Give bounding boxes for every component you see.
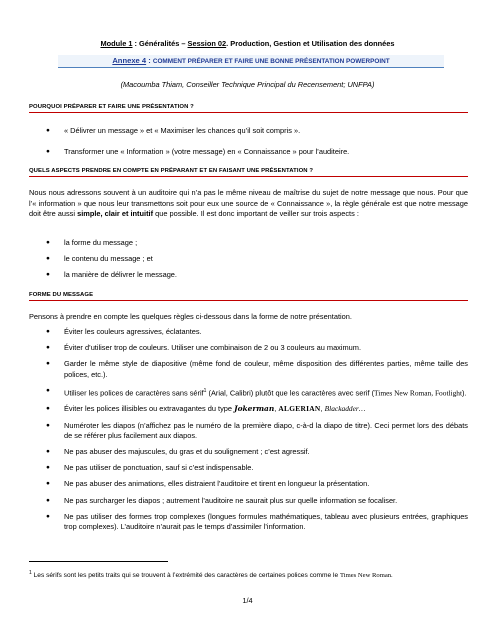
algerian-sample: ALGERIAN xyxy=(278,404,321,414)
list-item xyxy=(46,251,468,267)
bullet-icon: ● xyxy=(46,127,50,134)
section-2-bullets xyxy=(46,235,468,282)
list-item-text: Transformer une « Information » (votre message) en « Connaissance » pour l’auditeire. xyxy=(64,146,350,156)
list-item xyxy=(46,512,468,533)
bullet-icon: ● xyxy=(46,344,50,352)
list-item-text: Garder le même style de diapositive (même fond de couleur, même disposition des différentes parties, même taille des polices, etc.). xyxy=(64,359,468,379)
list-item-text: la forme du message ; xyxy=(64,238,138,247)
section-heading-pourquoi: POURQUOI PRÉPARER ET FAIRE UNE PRÉSENTATION ? xyxy=(29,104,468,113)
list-item xyxy=(46,267,468,283)
list-item-text: , xyxy=(320,404,325,414)
list-item-text: Ne pas abuser des animations, elles distraient l’auditoire et tirent en longueur la présentation. xyxy=(64,479,370,489)
list-item xyxy=(46,421,468,442)
bullet-icon: ● xyxy=(46,386,50,394)
paragraph-text-end: que possible. Il est donc important de veiller sur trois aspects : xyxy=(153,209,359,219)
list-item-text: Ne pas abuser des majuscules, du gras et du soulignement ; c’est agressif. xyxy=(64,447,310,457)
paragraph-text: Nous nous adressons souvent à un auditoire qui n’a pas le même niveau de maîtrise du sujet de notre message que nous. Pour que l’« information » que nous leur transmettons soit pour eux une source de « Connaissance », la règle générale est que notre message doit être aussi xyxy=(29,188,468,219)
list-item-text: Utiliser les polices de caractères sans sérif xyxy=(64,388,204,398)
serif-font-sample: Times New Roman, Footlight xyxy=(374,388,463,398)
list-item xyxy=(46,447,468,458)
annex-title-bar xyxy=(58,55,444,68)
section-1-bullets xyxy=(46,126,468,157)
list-item-text: le contenu du message ; et xyxy=(64,253,153,263)
list-item xyxy=(46,386,468,399)
list-item-text: « Délivrer un message » et « Maximiser les chances qu’il soit compris ». xyxy=(64,126,301,135)
bullet-icon: ● xyxy=(46,464,50,472)
header-module: Module 1 xyxy=(100,39,133,48)
list-item xyxy=(46,479,468,490)
list-item xyxy=(46,235,468,251)
list-item-text: ) plutôt que les caractères avec serif ( xyxy=(250,388,375,398)
list-item-text: Éviter les polices illisibles ou extravagantes du type xyxy=(64,404,235,414)
bullet-icon: ● xyxy=(46,147,50,155)
paragraph-bold-text: simple, clair et intuitif xyxy=(77,209,154,219)
bullet-icon: ● xyxy=(46,496,50,504)
jokerman-sample: Jokerman xyxy=(234,404,275,414)
section-heading-aspects: QUELS ASPECTS PRENDRE EN COMPTE EN PRÉPARANT ET EN FAISANT UNE PRÉSENTATION ? xyxy=(29,168,468,177)
header-session: Session 02 xyxy=(187,39,227,48)
bullet-icon: ● xyxy=(46,512,50,520)
bullet-icon: ● xyxy=(46,405,50,413)
footnote-mark: 1 xyxy=(29,570,32,576)
list-item xyxy=(46,147,468,158)
list-item xyxy=(46,404,468,415)
bullet-icon: ● xyxy=(46,421,50,429)
list-item-text: Éviter d’utiliser trop de couleurs. Utiliser une combinaison de 2 ou 3 couleurs au maximum. xyxy=(64,343,361,353)
list-item xyxy=(46,463,468,474)
page-number: 1/4 xyxy=(242,596,253,605)
footnote-separator xyxy=(29,561,168,562)
section-2-paragraph xyxy=(29,188,468,220)
annex-title: COMMENT PRÉPARER ET FAIRE UNE BONNE PRÉSENTATION POWERPOINT xyxy=(152,58,390,65)
section-3-bullets xyxy=(46,327,468,533)
list-item xyxy=(46,126,468,137)
header-rest: . Production, Gestion et Utilisation des données xyxy=(226,39,395,48)
section-3-intro: Pensons à prendre en compte les quelques règles ci-dessous dans la forme de notre présentation. xyxy=(29,312,352,321)
list-item-text: , xyxy=(274,404,279,414)
list-item xyxy=(46,359,468,380)
list-item xyxy=(46,327,468,338)
footnote-reference: 1 xyxy=(203,387,207,394)
list-item-text: Ne pas utiliser de ponctuation, sauf si c’est indispensable. xyxy=(64,463,254,473)
footnote xyxy=(29,568,468,581)
list-item xyxy=(46,343,468,354)
bullet-icon: ● xyxy=(46,328,50,335)
annex-label: Annexe 4 xyxy=(112,56,147,65)
list-item-text: (Arial, xyxy=(206,388,230,398)
list-item xyxy=(46,496,468,507)
bullet-icon: ● xyxy=(46,360,50,368)
header-separator: : Généralités – xyxy=(132,39,188,48)
footnote-text: Les sérifs sont les petits traits qui se trouvent à l’extrémité des caractères de certaines polices comme le xyxy=(31,572,340,580)
footnote-serif-example: Times New Roman. xyxy=(340,572,393,580)
blackadder-sample: Blackadder… xyxy=(324,404,366,414)
list-item-text: Éviter les couleurs agressives, éclatantes. xyxy=(64,327,202,336)
section-heading-forme: FORME DU MESSAGE xyxy=(29,292,468,301)
author-line: (Macoumba Thiam, Conseiller Technique Principal du Recensement; UNFPA) xyxy=(120,80,375,89)
bullet-icon: ● xyxy=(46,270,50,278)
list-item-text: la manière de délivrer le message. xyxy=(64,269,177,279)
list-item-text: ). xyxy=(462,388,467,398)
bullet-icon: ● xyxy=(46,239,50,246)
list-item-text: Numéroter les diapos (n’affichez pas le numéro de la première diapo, c-à-d la diapo de titre). Ceci permet lors des débats de se référer plus facilement aux diapos. xyxy=(64,420,468,441)
annex-separator: : xyxy=(146,56,153,65)
bullet-icon: ● xyxy=(46,480,50,488)
list-item-text: Ne pas utiliser des formes trop complexes (longues formules mathématiques, tableau avec plusieurs entrées, graphiques trop complexes). L’auditoire n’aurait pas le temps d’assimiler l’information. xyxy=(64,511,468,532)
list-item-text: Ne pas surcharger les diapos ; autrement l’auditoire ne saurait plus sur quelle information se focaliser. xyxy=(64,495,398,505)
document-header xyxy=(0,39,495,48)
bullet-icon: ● xyxy=(46,448,50,456)
bullet-icon: ● xyxy=(46,254,50,262)
calibri-sample: Calibri xyxy=(229,388,251,398)
